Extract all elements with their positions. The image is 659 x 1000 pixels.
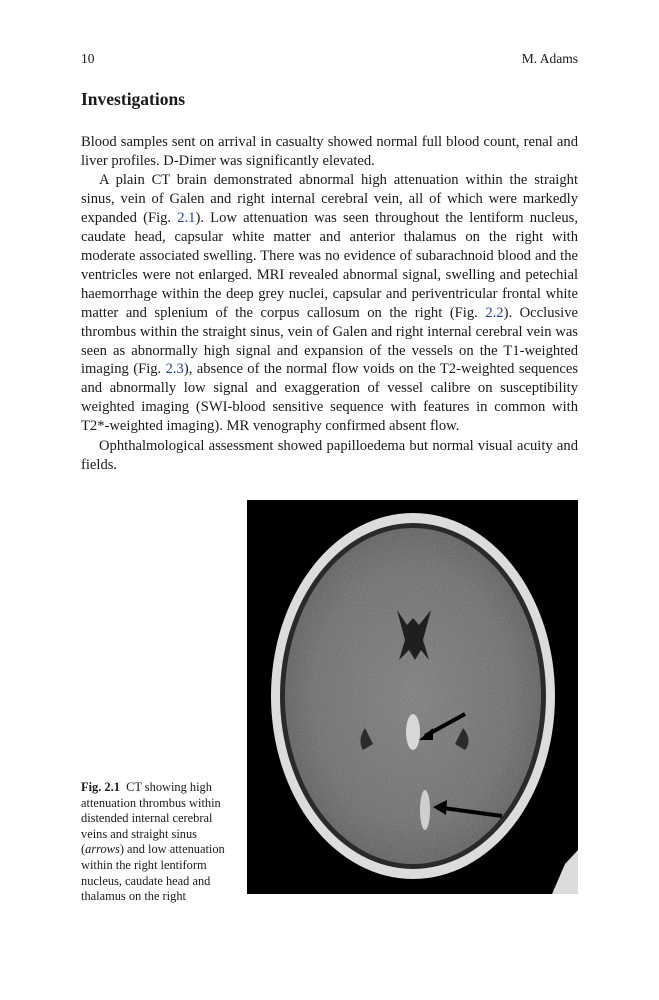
paragraph-imaging-part-3: ). Occlusive thrombus within the straight sinus, vein of Galen and right internal cerebral vein was seen as abnormally high signal and expansion of the vessels on the T1-weighted imaging (Fig. [81,304,578,378]
body-text [81,133,578,475]
caption-text-2: ) and low attenuation within the right lentiform nucleus, caudate head and thalamus on the right [81,842,225,904]
figure-ref-2-1[interactable]: 2.1 [177,210,196,227]
paragraph-bloods: Blood samples sent on arrival in casualty showed normal full blood count, renal and liver profiles. D-Dimer was significantly elevated. [81,134,578,169]
section-heading: Investigations [81,89,186,109]
straight-sinus-thrombus [420,790,430,830]
paragraph-imaging-part-2: ). Low attenuation was seen throughout the lentiform nucleus, caudate head, capsular white matter and anterior thalamus on the right with moderate associated swelling. There was no evidence of subarachnoid blood and the ventricles were not enlarged. MRI revealed abnormal signal, swelling and petechial haemorrhage within the deep grey nuclei, capsular and periventricular frontal white matter and splenium of the corpus callosum on the right (Fig. [81,210,578,321]
figure-label: Fig. 2.1 [81,780,120,794]
running-author: M. Adams [521,51,578,66]
paragraph-imaging [81,171,578,436]
ct-brain-image [247,500,578,894]
paragraph-imaging-part-1: A plain CT brain demonstrated abnormal high attenuation within the straight sinus, vein of Galen and right internal cerebral vein, all of which were markedly expanded (Fig. [81,172,578,227]
internal-cerebral-vein-thrombus [406,714,420,750]
caption-text-1: CT showing high attenuation thrombus within distended internal cerebral veins and straight sinus ( [81,780,221,857]
figure-caption [81,780,236,905]
page-number: 10 [81,51,95,66]
ct-brain-illustration [247,500,578,894]
running-head [81,51,578,69]
paragraph-ophthalmology: Ophthalmological assessment showed papilloedema but normal visual acuity and fields. [81,437,578,473]
paragraph-imaging-part-4: ), absence of the normal flow voids on the T2-weighted sequences and abnormally low signal and exaggeration of vessel calibre on susceptibility weighted imaging (SWI-blood sensitive sequence with features in common with T2*-weighted imaging). MR venography confirmed absent flow. [81,361,578,435]
caption-emphasis: arrows [85,842,120,857]
figure-ref-2-3[interactable]: 2.3 [165,361,184,378]
figure-ref-2-2[interactable]: 2.2 [485,304,504,321]
